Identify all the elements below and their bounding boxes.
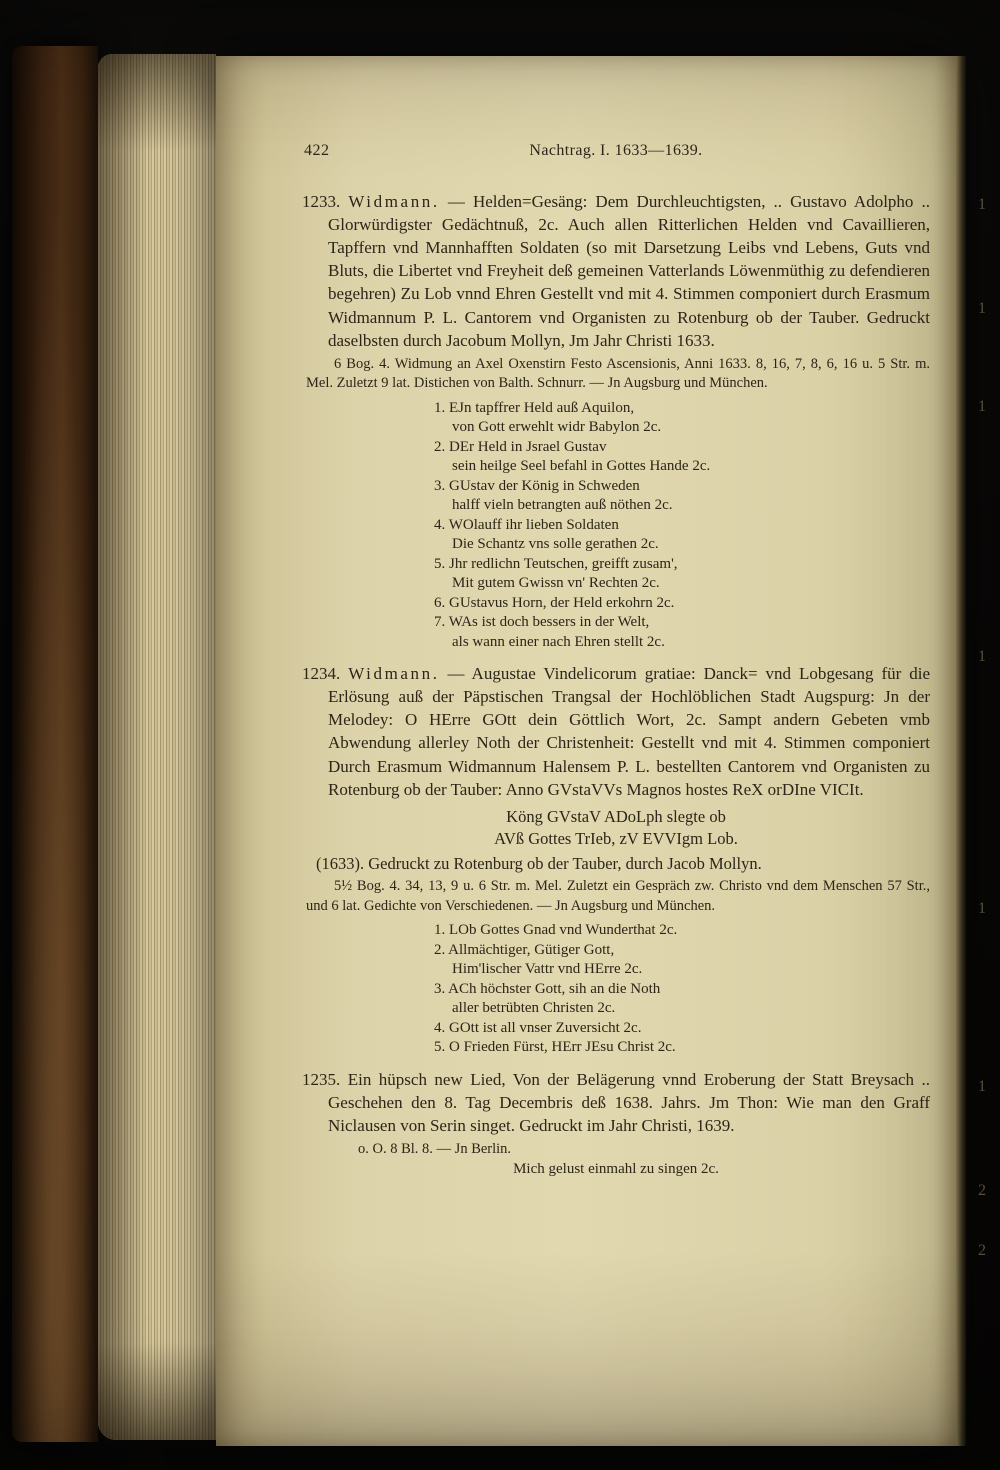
entry-1235-bibliographic-note: o. O. 8 Bl. 8. — Jn Berlin. xyxy=(358,1140,512,1157)
entry-number: 1233. xyxy=(302,192,341,211)
dash-separator: — xyxy=(447,664,465,684)
running-head xyxy=(302,142,930,160)
song-item xyxy=(434,438,930,477)
song-line: 1. LOb Gottes Gnad vnd Wunderthat 2c. xyxy=(434,922,678,939)
song-line: Him'lischer Vattr vnd HErre 2c. xyxy=(452,961,643,978)
song-item xyxy=(434,594,930,614)
facing-page-text-fragment: 2 xyxy=(978,1182,986,1199)
entry-author: Widmann. xyxy=(348,192,440,211)
song-item xyxy=(434,555,930,594)
facing-page-text-fragment: 1 xyxy=(978,1078,986,1095)
entry-1234-imprint: (1633). Gedruckt zu Rotenburg ob der Tauber, durch Jacob Mollyn. xyxy=(316,854,762,874)
chronogram xyxy=(302,806,930,851)
page-number: 422 xyxy=(304,142,330,159)
entry-body-text: Augustae Vindelicorum gratiae: Danck= vnd Lobgesang für die Erlösung auß der Päpstischen Trangsal der Hochlöblichen Stadt Augspurg: Jn der Melodey: O HErre GOtt dein Göttlich Wort, 2c. Sampt andern Gebeten vmb Abwendung allerley Noth der Christenheit: Gestellt vnd mit 4. Stimmen componiert Durch Erasmum Widmannum Halensem P. L. bestellten Cantorem vnd Organisten zu Rotenburg ob der Tauber: Anno GVstaVVs Magnos hostes ReX orDIne VICIt. xyxy=(328,664,931,799)
song-line: 7. WAs ist doch bessers in der Welt, xyxy=(434,614,650,631)
song-line: 6. GUstavus Horn, der Held erkohrn 2c. xyxy=(434,594,675,611)
song-item xyxy=(434,1019,930,1039)
chronogram-line: AVß Gottes TrIeb, zV EVVIgm Lob. xyxy=(494,829,738,849)
song-item xyxy=(434,477,930,516)
chronogram-line: Köng GVstaV ADoLph slegte ob xyxy=(506,806,726,826)
entry-1234-song-list xyxy=(434,921,930,1058)
song-line: 5. O Frieden Fürst, HErr JEsu Christ 2c. xyxy=(434,1039,676,1056)
song-line: 3. ACh höchster Gott, sih an die Noth xyxy=(434,980,661,997)
song-line: sein heilge Seel befahl in Gottes Hande 2c. xyxy=(452,458,711,475)
facing-page-text-fragment: 2 xyxy=(978,1242,986,1259)
entry-1233-paragraph xyxy=(302,190,930,352)
entry-body-text: Helden=Gesäng: Dem Durchleuchtigsten, .. Gustavo Adolpho .. Glorwürdigster Gedächtnuß, 2c. Auch allen Ritterlichen Helden vnd Cavaillieren, Tapffern vnd Mannhafften Soldaten (so mit Darsetzung Leibs vnd Lebens, Guts vnd Bluts, die Libertet vnd Freyheit deß gemeinen Vatterlands Löwenmüthig zu defendieren begehren) Zu Lob vnnd Ehren Gestellt vnd mit 4. Stimmen componiert durch Erasmum Widmannum P. L. Cantorem vnd Organisten zu Rotenburg ob der Tauber. Gedruckt daselbsten durch Jacobum Mollyn, Jm Jahr Christi 1633. xyxy=(328,192,931,350)
song-line: 5. Jhr redlichn Teutschen, greifft zusam', xyxy=(434,555,678,572)
entry-number: 1235. xyxy=(302,1069,341,1089)
facing-page-edge xyxy=(956,56,966,1446)
song-line: 4. GOtt ist all vnser Zuversicht 2c. xyxy=(434,1019,642,1036)
song-item xyxy=(434,980,930,1019)
fanned-page-edges xyxy=(98,54,216,1440)
entry-1234-bibliographic-note: 5½ Bog. 4. 34, 13, 9 u. 6 Str. m. Mel. Zuletzt ein Gespräch zw. Christo vnd dem Menschen 57 Str., und 6 lat. Gedichte von Verschiedenen. — Jn Augsburg und München. xyxy=(306,878,930,914)
song-line: 1. EJn tapffrer Held auß Aquilon, xyxy=(434,399,635,416)
song-line: 2. Allmächtiger, Gütiger Gott, xyxy=(434,941,615,958)
entry-author: Widmann. xyxy=(348,664,440,684)
facing-page-text-fragment: 1 xyxy=(978,648,986,665)
entry-1234 xyxy=(302,662,930,1058)
song-item xyxy=(434,921,930,941)
song-line: Die Schantz vns solle gerathen 2c. xyxy=(452,536,659,553)
song-line: 4. WOlauff ihr lieben Soldaten xyxy=(434,516,619,533)
page-text-area xyxy=(216,56,956,1178)
entry-1233-song-list xyxy=(434,399,930,653)
entry-body-text: Ein hüpsch new Lied, Von der Belägerung vnnd Eroberung der Statt Breysach .. Geschehen den 8. Tag Decembris deß 1638. Jahrs. Jm Thon: Wie man den Graff Niclausen von Serin singet. Gedruckt im Jahr Christi, 1639. xyxy=(328,1069,931,1135)
song-line: 2. DEr Held in Jsrael Gustav xyxy=(434,438,607,455)
song-line: 3. GUstav der König in Schweden xyxy=(434,477,640,494)
song-item xyxy=(434,399,930,438)
song-line: halff vieln betrangten auß nöthen 2c. xyxy=(452,497,673,514)
song-line: als wann einer nach Ehren stellt 2c. xyxy=(452,633,665,650)
book-page xyxy=(216,56,956,1446)
entry-1235-paragraph xyxy=(302,1068,930,1137)
entry-1235-refrain: Mich gelust einmahl zu singen 2c. xyxy=(513,1161,719,1178)
facing-page-text-fragment: 1 xyxy=(978,196,986,213)
facing-page-text-fragment: 1 xyxy=(978,398,986,415)
entry-1233-bibliographic-note: 6 Bog. 4. Widmung an Axel Oxenstirn Festo Ascensionis, Anni 1633. 8, 16, 7, 8, 6, 16 u. 5 Str. m. Mel. Zuletzt 9 lat. Distichen von Balth. Schnurr. — Jn Augsburg und München. xyxy=(306,355,930,392)
book-spine xyxy=(12,46,98,1442)
song-line: von Gott erwehlt widr Babylon 2c. xyxy=(452,419,662,436)
facing-page-text-fragment: 1 xyxy=(978,900,986,917)
facing-page-text-fragment: 1 xyxy=(978,300,986,317)
entry-1235 xyxy=(302,1068,930,1179)
running-header-title: Nachtrag. I. 1633—1639. xyxy=(529,142,703,159)
entry-1234-paragraph xyxy=(302,662,930,801)
entry-1233 xyxy=(302,190,930,652)
dash-separator: — xyxy=(447,192,465,211)
entry-number: 1234. xyxy=(302,664,341,684)
song-item xyxy=(434,1038,930,1058)
song-line: Mit gutem Gwissn vn' Rechten 2c. xyxy=(452,575,660,592)
song-item xyxy=(434,613,930,652)
song-item xyxy=(434,516,930,555)
song-line: aller betrübten Christen 2c. xyxy=(452,1000,616,1017)
song-item xyxy=(434,941,930,980)
